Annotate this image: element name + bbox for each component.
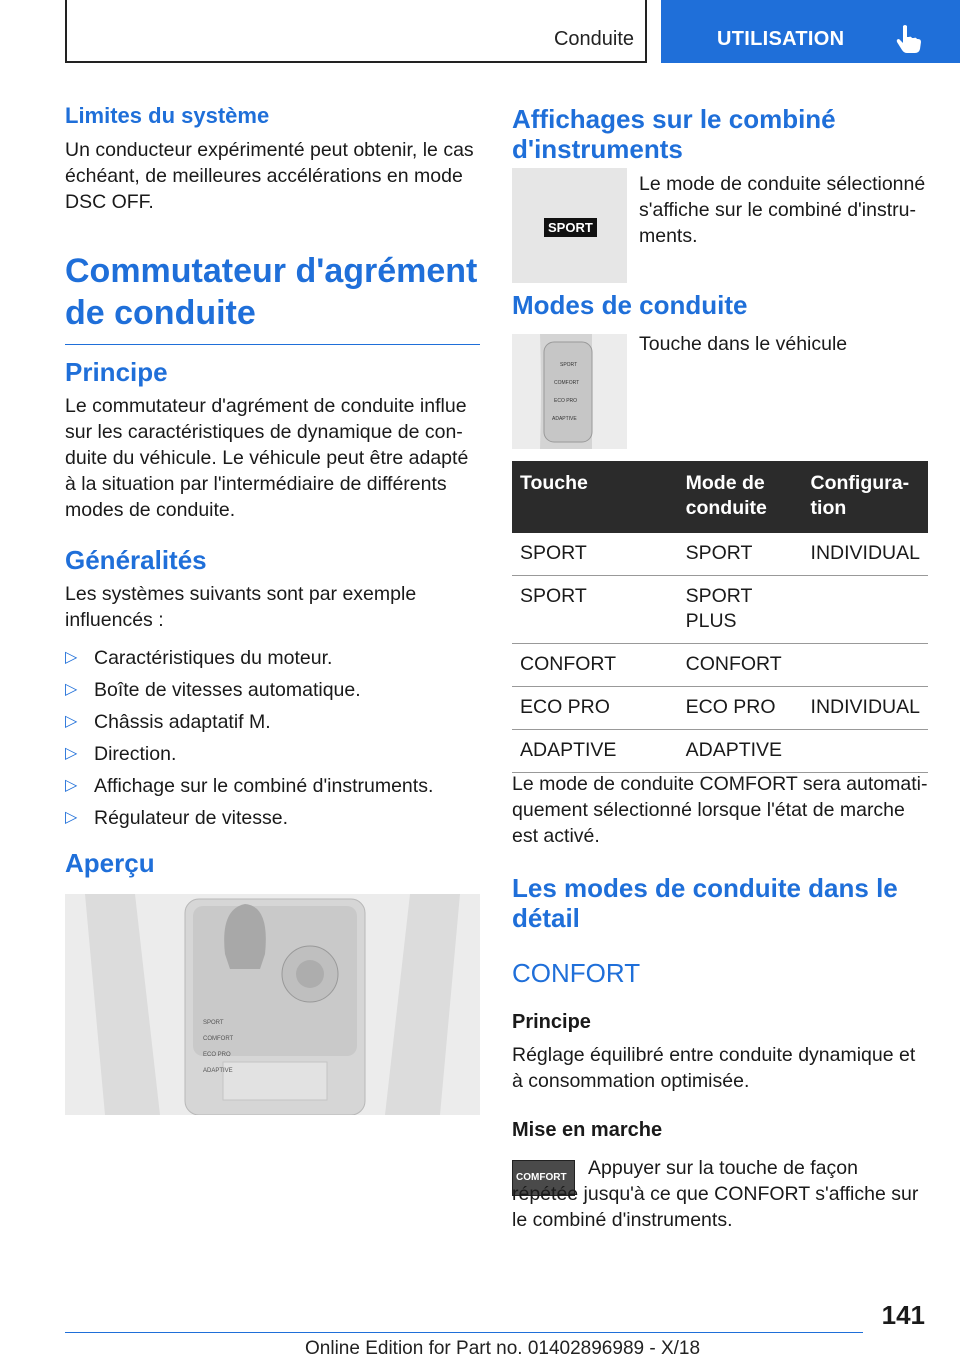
table-cell [803, 576, 928, 644]
console-button-label: SPORT [203, 1020, 224, 1026]
triangle-bullet-icon: ▷ [65, 809, 78, 826]
footer-rule [65, 1332, 863, 1333]
table-cell [803, 644, 928, 687]
confort-section [512, 958, 928, 988]
modes-section [512, 290, 928, 320]
triangle-bullet-icon: ▷ [65, 713, 78, 730]
table-cell: ADAPTIVE [512, 730, 678, 773]
page-number: 141 [881, 1300, 925, 1330]
detail-title-line2: détail [512, 903, 580, 933]
left-column [65, 103, 480, 215]
principe-label: Principe [512, 1011, 591, 1033]
table-cell: ECO PRO [678, 687, 803, 730]
table-cell: SPORT [512, 576, 678, 644]
table-header-cell: Mode de conduite [678, 461, 803, 533]
modes-table [512, 461, 928, 773]
affichages-title-line1: Affichages sur le combiné [512, 104, 836, 134]
header-section-title: Conduite [553, 28, 634, 50]
table-cell: CONFORT [678, 644, 803, 687]
header-chapter-tab[interactable] [661, 0, 960, 63]
generalites-title: Généralités [65, 545, 207, 575]
list-item: ▷ Châssis adaptatif M. [65, 711, 271, 733]
list-item: ▷ Direction. [65, 743, 177, 765]
mode-buttons-illustration [512, 334, 627, 449]
console-button-label: ECO PRO [203, 1052, 231, 1058]
limits-text: Un conducteur expérimenté peut obtenir, le cas échéant, de meilleures accélérations en mode DSC OFF. [65, 139, 474, 213]
triangle-bullet-icon: ▷ [65, 745, 78, 762]
table-row [512, 576, 928, 644]
mise-en-marche [512, 1119, 928, 1142]
detail-section [512, 873, 928, 933]
table-cell: INDIVIDUAL [803, 687, 928, 730]
console-button-label: COMFORT [203, 1036, 234, 1042]
confort-title: CONFORT [512, 958, 641, 988]
affichages-section [512, 104, 928, 164]
comfort-badge: COMFORT [516, 1172, 567, 1183]
table-row [512, 533, 928, 576]
principe-section [65, 357, 480, 523]
table-cell: INDIVIDUAL [803, 533, 928, 576]
limits-title: Limites du système [65, 103, 270, 128]
affichages-text: Le mode de conduite sélectionné s'affiche sur le combiné d'instruments. [639, 173, 926, 247]
modes-title: Modes de conduite [512, 290, 748, 320]
table-row [512, 687, 928, 730]
modes-text: Touche dans le véhicule [639, 333, 848, 355]
table-cell: SPORT PLUS [678, 576, 803, 644]
table-cell: SPORT [678, 533, 803, 576]
triangle-bullet-icon: ▷ [65, 681, 78, 698]
systems-list [65, 645, 480, 831]
center-console-illustration [65, 894, 480, 1115]
table-row [512, 730, 928, 773]
table-cell: ECO PRO [512, 687, 678, 730]
footer-edition: Online Edition for Part no. 01402896989 - X/18 [305, 1338, 701, 1359]
table-cell: SPORT [512, 533, 678, 576]
mode-button-label: ECO PRO [554, 398, 578, 404]
mode-buttons-image [512, 334, 627, 449]
principe-text: Le commutateur d'agrément de conduite influe sur les caractéristiques de dynamique de conduite du véhicule. Le véhicule peut être adapté à la situation par l'intermédiaire de différents modes de conduite. [65, 395, 469, 521]
confort-principe [512, 1011, 928, 1094]
table-header-cell: Configuration [803, 461, 928, 533]
mise-label: Mise en marche [512, 1119, 663, 1141]
confort-principe-text: Réglage équilibré entre conduite dynamique et à consommation optimisée. [512, 1044, 916, 1092]
confort-note: Le mode de conduite COMFORT sera automatiquement sélectionné lorsque l'état de marche est activé. [512, 773, 928, 847]
detail-title-line1: Les modes de conduite dans le [512, 873, 898, 903]
hand-pointer-icon [896, 24, 922, 54]
table-row [512, 644, 928, 687]
list-item: ▷ Régulateur de vitesse. [65, 807, 289, 829]
apercu-title: Aperçu [65, 848, 155, 878]
table-header-row [512, 461, 928, 533]
mode-button-label: SPORT [560, 362, 578, 368]
apercu-section [65, 848, 480, 878]
triangle-bullet-icon: ▷ [65, 649, 78, 666]
principe-title: Principe [65, 357, 168, 387]
main-title-line1: Commutateur d'agrément [65, 252, 478, 290]
table-header-cell: Touche [512, 461, 678, 533]
mode-button-label: ADAPTIVE [552, 416, 577, 422]
list-item: ▷ Caractéristiques du moteur. [65, 647, 333, 669]
header-chapter-label: UTILISATION [717, 28, 845, 50]
table-cell: CONFORT [512, 644, 678, 687]
generalites-section [65, 545, 480, 837]
console-button-label: ADAPTIVE [203, 1068, 233, 1074]
sport-badge: SPORT [544, 218, 597, 237]
triangle-bullet-icon: ▷ [65, 777, 78, 794]
title-rule [65, 344, 480, 345]
instrument-display-image [512, 168, 627, 283]
center-console-image [65, 894, 480, 1115]
table-cell [803, 730, 928, 773]
affichages-title-line2: d'instruments [512, 134, 683, 164]
generalites-text: Les systèmes suivants sont par exemple influencés : [65, 583, 417, 631]
main-section [65, 250, 480, 345]
main-title-line2: de conduite [65, 294, 256, 332]
list-item: ▷ Boîte de vitesses automatique. [65, 679, 361, 701]
mode-button-label: COMFORT [554, 380, 580, 386]
list-item: ▷ Affichage sur le combiné d'instruments. [65, 775, 434, 797]
mise-text: Appuyer sur la touche de façon répétée jusqu'à ce que CONFORT s'affiche sur le combiné d'instruments. [512, 1157, 919, 1231]
table-cell: ADAPTIVE [678, 730, 803, 773]
